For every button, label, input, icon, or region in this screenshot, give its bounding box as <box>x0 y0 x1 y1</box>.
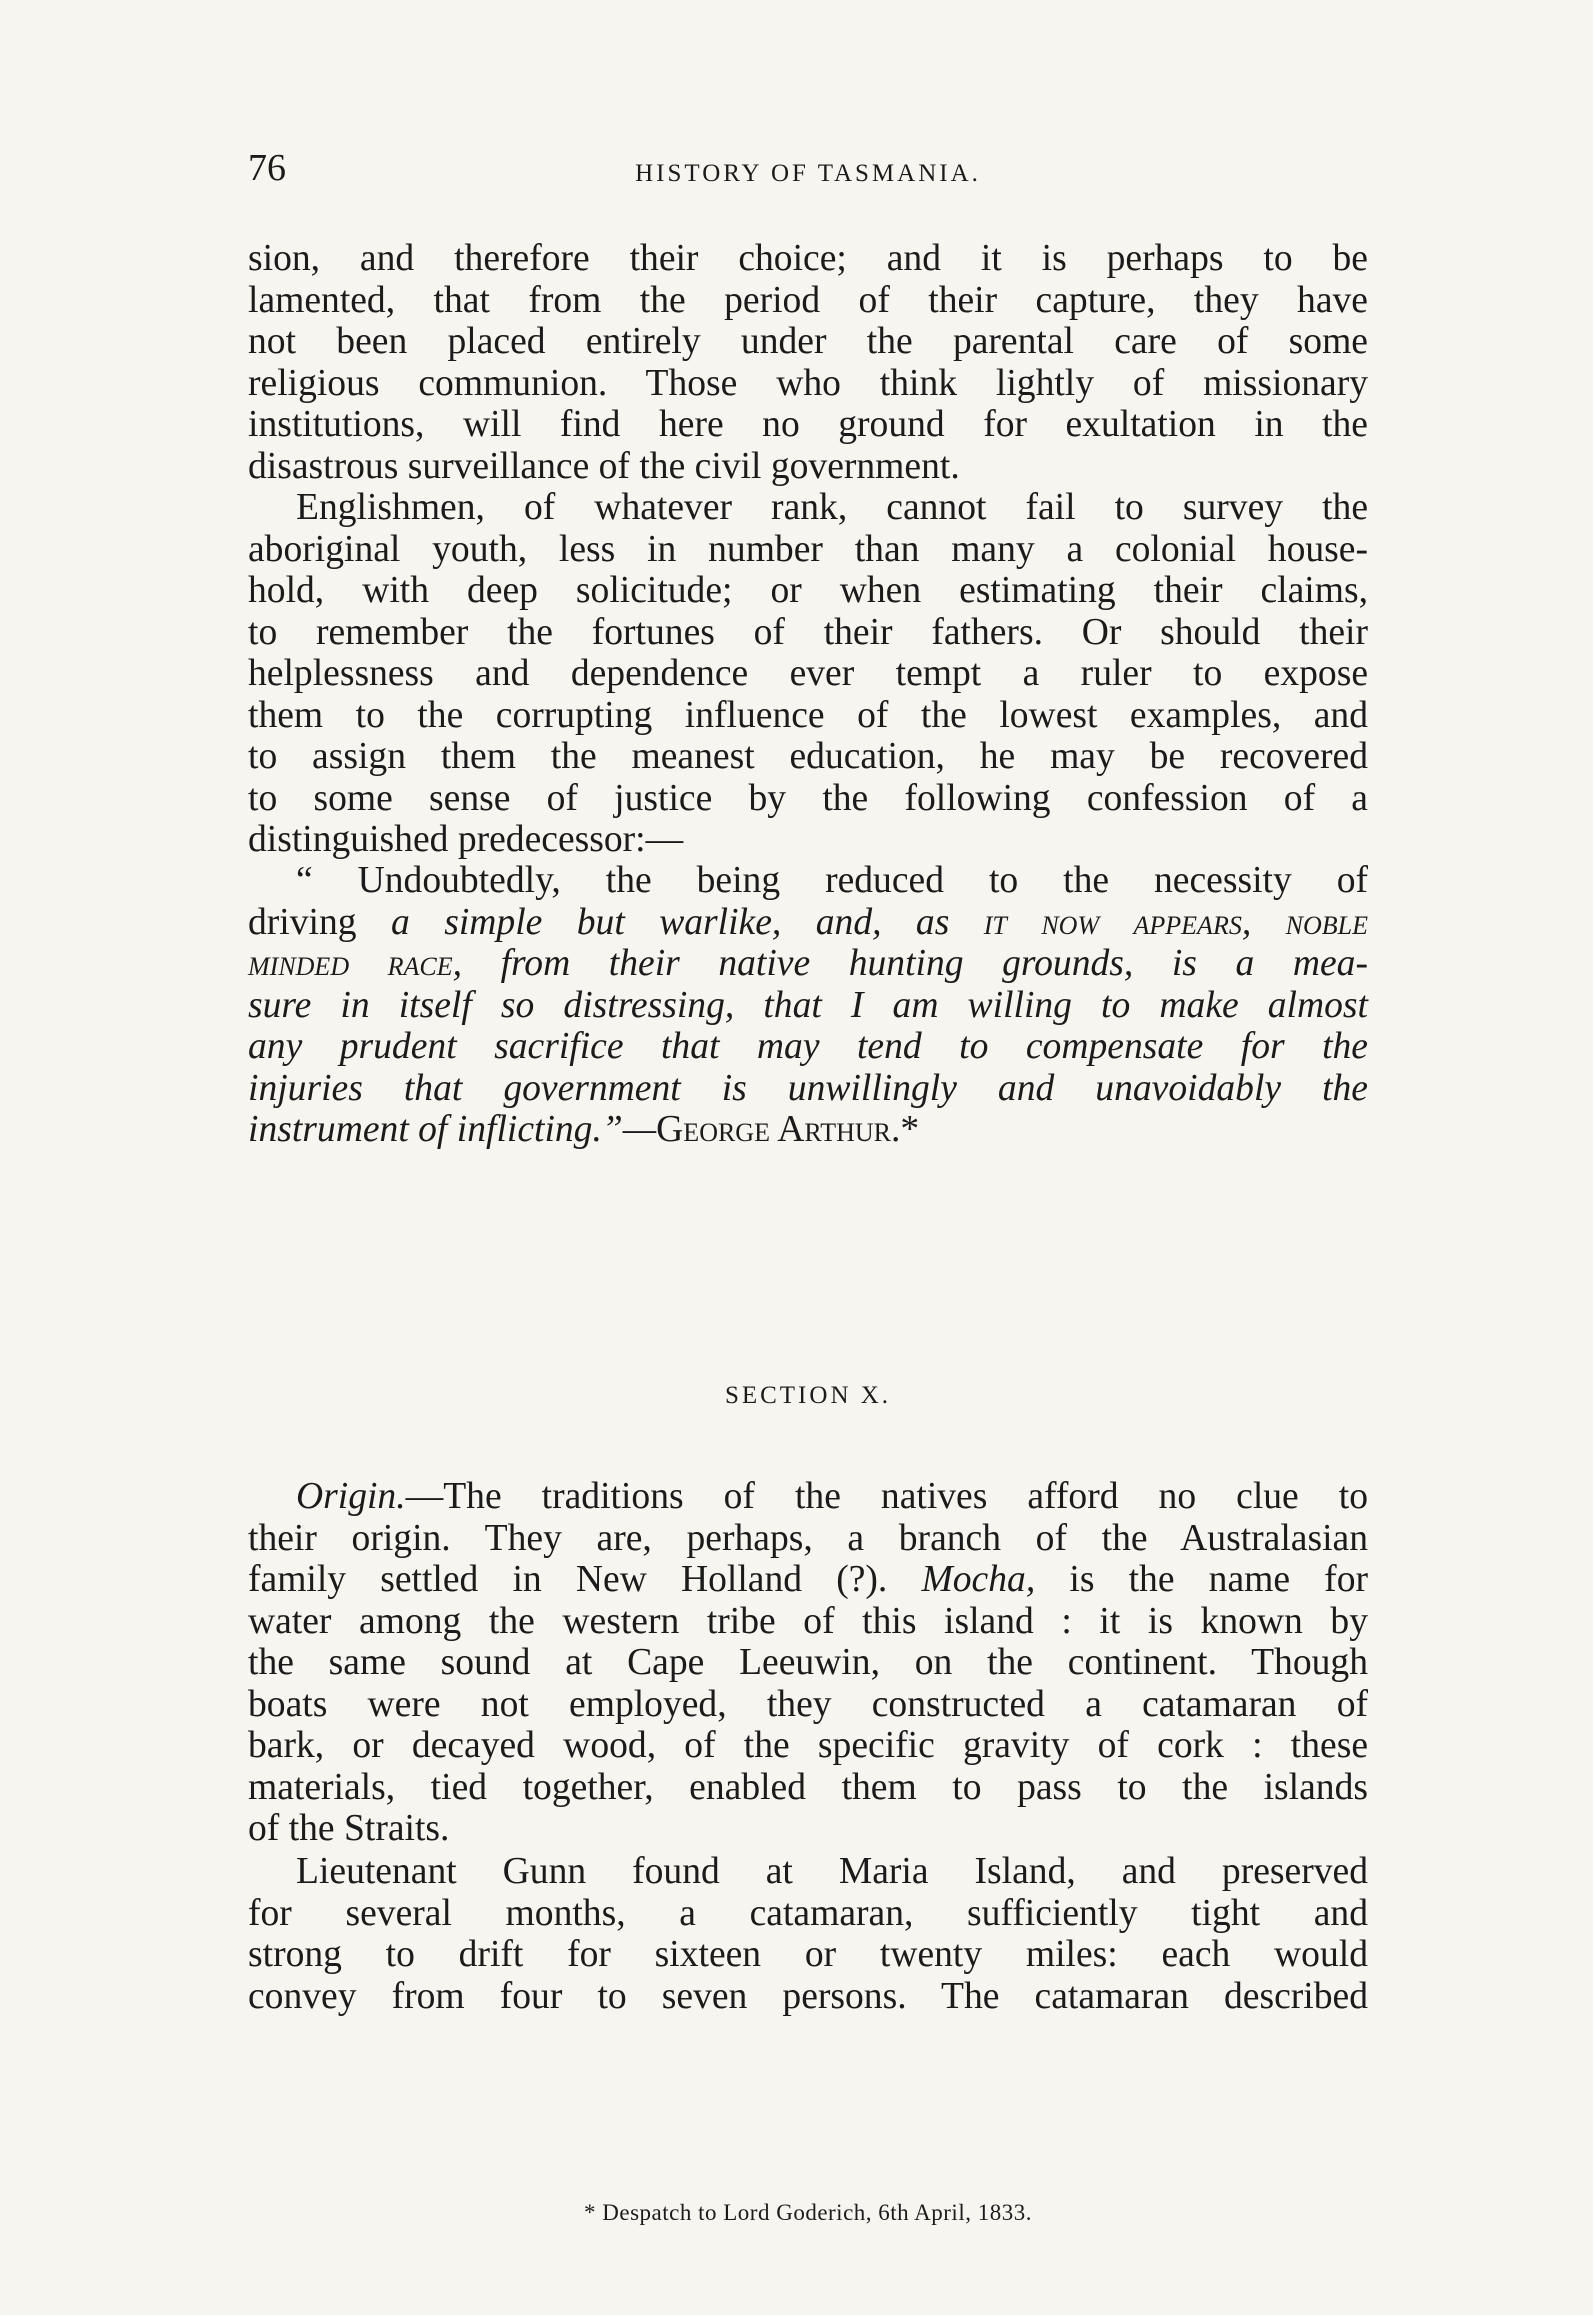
paragraph-gunn <box>248 1851 1368 2017</box>
text-line: religious communion. Those who think lightly of missionary <box>248 362 1368 404</box>
paragraph-origin <box>248 1476 1368 1850</box>
text-line: any prudent sacrifice that may tend to compensate for the <box>248 1026 1368 1067</box>
text-line: to some sense of justice by the following confession of a <box>248 777 1368 819</box>
paragraph-englishmen <box>248 487 1368 861</box>
text-line: sure in itself so distressing, that I am willing to make almost <box>248 984 1368 1026</box>
footnote: * Despatch to Lord Goderich, 6th April, 1833. <box>584 2200 1032 2225</box>
text-line: lamented, that from the period of their capture, they have <box>248 279 1368 321</box>
text-line: for several months, a catamaran, sufficiently tight and <box>248 1892 1368 1934</box>
text-line: family settled in New Holland (?). Mocha, is the name for <box>248 1559 1369 1600</box>
text-line: hold, with deep solicitude; or when estimating their claims, <box>248 570 1368 611</box>
quotation-arthur <box>248 860 1368 1151</box>
text-line: distinguished predecessor:— <box>248 819 684 860</box>
text-line: Origin.—The traditions of the natives afford no clue to <box>296 1476 1368 1517</box>
text-line: helplessness and dependence ever tempt a ruler to expose <box>248 653 1368 694</box>
running-title: HISTORY OF TASMANIA. <box>635 160 981 187</box>
text-line: Englishmen, of whatever rank, cannot fail to survey the <box>296 487 1368 528</box>
text-line: Lieutenant Gunn found at Maria Island, and preserved <box>296 1851 1368 1892</box>
paragraph-capture <box>248 238 1368 487</box>
running-head <box>248 148 1368 198</box>
text-line: not been placed entirely under the parental care of some <box>248 321 1368 362</box>
page-number: 76 <box>248 147 286 189</box>
text-line: instrument of inflicting.”—George Arthur.* <box>248 1109 920 1150</box>
text-line: them to the corrupting influence of the lowest examples, and <box>248 694 1368 736</box>
footnote-marker: * <box>900 1109 920 1150</box>
quote-attribution: George Arthur. <box>656 1109 901 1150</box>
text-line: the same sound at Cape Leeuwin, on the continent. Though <box>248 1642 1368 1683</box>
text-line: bark, or decayed wood, of the specific gravity of cork : these <box>248 1725 1368 1766</box>
text-line: minded race, from their native hunting grounds, is a mea- <box>248 943 1368 984</box>
text-line: disastrous surveillance of the civil government. <box>248 445 960 487</box>
text-line: to remember the fortunes of their fathers. Or should their <box>248 611 1368 653</box>
text-line: materials, tied together, enabled them to pass to the islands <box>248 1766 1368 1808</box>
text-line: injuries that government is unwillingly and unavoidably the <box>248 1067 1368 1109</box>
text-line: institutions, will find here no ground for exultation in the <box>248 404 1368 445</box>
text-line: driving a simple but warlike, and, as it now appears, noble <box>248 901 1368 943</box>
text-line: aboriginal youth, less in number than many a colonial house- <box>248 528 1368 570</box>
text-line: of the Straits. <box>248 1808 450 1849</box>
side-heading: Origin. <box>296 1476 406 1517</box>
text-line: to assign them the meanest education, he may be recovered <box>248 736 1368 777</box>
text-line: their origin. They are, perhaps, a branch of the Australasian <box>248 1517 1368 1559</box>
text-line: convey from four to seven persons. The catamaran described <box>248 1975 1368 2017</box>
text-line: sion, and therefore their choice; and it is perhaps to be <box>248 238 1368 279</box>
text-line: “ Undoubtedly, the being reduced to the necessity of <box>296 860 1368 901</box>
text-line: boats were not employed, they constructed a catamaran of <box>248 1683 1368 1725</box>
text-line: water among the western tribe of this island : it is known by <box>248 1600 1368 1642</box>
section-heading: SECTION X. <box>724 1382 892 1409</box>
text-line: strong to drift for sixteen or twenty miles: each would <box>248 1934 1368 1975</box>
